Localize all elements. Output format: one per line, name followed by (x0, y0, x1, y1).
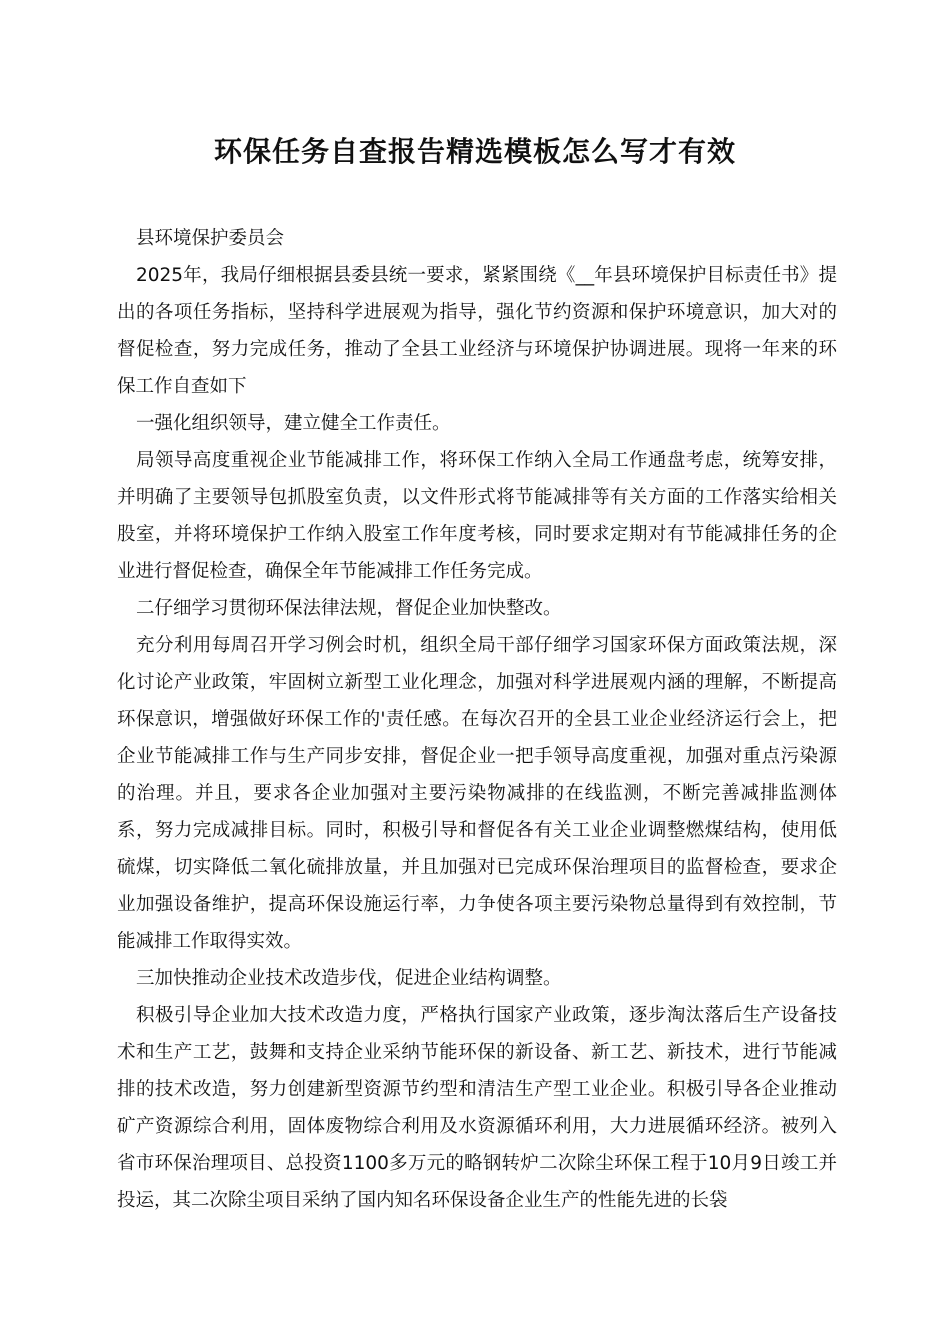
section-heading-1: 一强化组织领导，建立健全工作责任。 (136, 413, 451, 434)
paragraph-section-3: 积极引导企业加大技术改造力度，严格执行国家产业政策，逐步淘汰落后生产设备技术和生产工艺，鼓舞和支持企业采纳节能环保的新设备、新工艺、新技术，进行节能减排的技术改造，努力创建新型资源节约型和清洁生产型工业企业。积极引导各企业推动矿产资源综合利用，固体废物综合利用及水资源循环利用，大力进展循环经济。被列入省市环保治理项目、总投资1100多万元的略钢转炉二次除尘环保工程于10月9日竣工并投运，其二次除尘项目采纳了国内知名环保设备企业生产的性能先进的长袋 (117, 1005, 837, 1211)
paragraph-section-2: 充分利用每周召开学习例会时机，组织全局干部仔细学习国家环保方面政策法规，深化讨论产业政策，牢固树立新型工业化理念，加强对科学进展观内涵的理解，不断提高环保意识，增强做好环保工作的'责任感。在每次召开的全县工业企业经济运行会上，把企业节能减排工作与生产同步安排，督促企业一把手领导高度重视，加强对重点污染源的治理。并且，要求各企业加强对主要污染物减排的在线监测，不断完善减排监测体系，努力完成减排目标。同时，积极引导和督促各有关工业企业调整燃煤结构，使用低硫煤，切实降低二氧化硫排放量，并且加强对已完成环保治理项目的监督检查，要求企业加强设备维护，提高环保设施运行率，力争使各项主要污染物总量得到有效控制，节能减排工作取得实效。 (117, 635, 837, 952)
document-body (117, 220, 837, 1219)
document-title: 环保任务自查报告精选模板怎么写才有效 (213, 135, 736, 168)
paragraph-section-1: 局领导高度重视企业节能减排工作，将环保工作纳入全局工作通盘考虑，统筹安排，并明确了主要领导包抓股室负责，以文件形式将节能减排等有关方面的工作落实给相关股室，并将环境保护工作纳入股室工作年度考核，同时要求定期对有节能减排任务的企业进行督促检查，确保全年节能减排工作任务完成。 (117, 450, 837, 582)
paragraph-intro: 2025年，我局仔细根据县委县统一要求，紧紧围绕《__年县环境保护目标责任书》提出的各项任务指标，坚持科学进展观为指导，强化节约资源和保护环境意识，加大对的督促检查，努力完成任务，推动了全县工业经济与环境保护协调进展。现将一年来的环保工作自查如下 (117, 265, 837, 397)
section-heading-3: 三加快推动企业技术改造步伐，促进企业结构调整。 (136, 968, 562, 989)
salutation: 县环境保护委员会 (136, 228, 285, 249)
section-heading-2: 二仔细学习贯彻环保法律法规，督促企业加快整改。 (136, 598, 562, 619)
